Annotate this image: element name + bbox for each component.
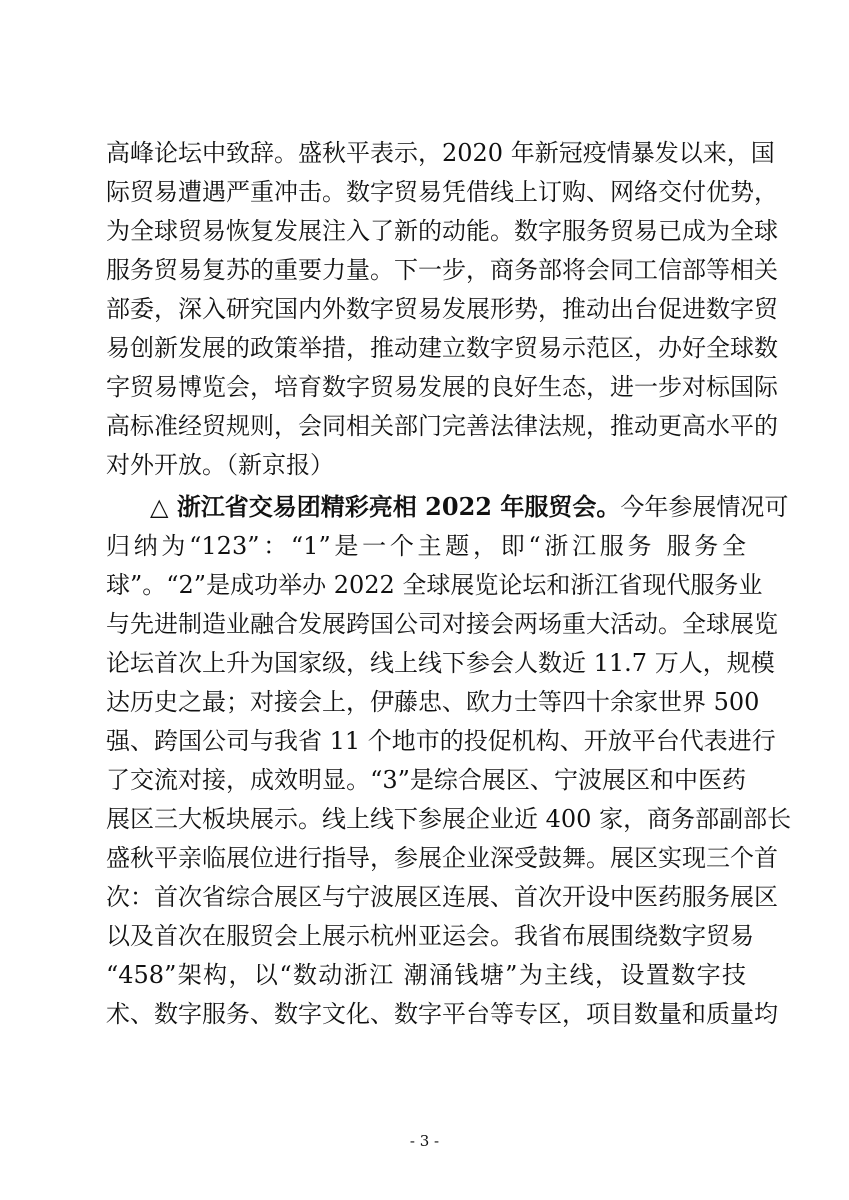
- paragraph2-line-3: 球”。“2”是成功举办 2022 全球展览论坛和浙江省现代服务业: [106, 571, 763, 599]
- section-heading: △ 浙江省交易团精彩亮相 2022 年服贸会。: [150, 492, 621, 521]
- paragraph1-line-7: 字贸易博览会，培育数字贸易发展的良好生态，进一步对标国际: [106, 373, 778, 401]
- paragraph1-line-6: 易创新发展的政策举措，推动建立数字贸易示范区，办好全球数: [106, 334, 778, 362]
- paragraph1-line-2: 际贸易遭遇严重冲击。数字贸易凭借线上订购、网络交付优势，: [106, 178, 778, 206]
- paragraph2-line-12: 以及首次在服贸会上展示杭州亚运会。我省布展围绕数字贸易: [106, 922, 754, 950]
- paragraph2-line-4: 与先进制造业融合发展跨国公司对接会两场重大活动。全球展览: [106, 610, 778, 638]
- paragraph1-line-8: 高标准经贸规则，会同相关部门完善法律法规，推动更高水平的: [106, 412, 778, 440]
- paragraph1-line-9: 对外开放。（新京报）: [106, 451, 334, 479]
- section-heading-continuation: 今年参展情况可: [620, 493, 789, 521]
- paragraph1-line-5: 部委，深入研究国内外数字贸易发展形势，推动出台促进数字贸: [106, 295, 778, 323]
- paragraph2-line-9: 展区三大板块展示。线上线下参展企业近 400 家，商务部副部长: [106, 805, 792, 833]
- paragraph2-line-14: 术、数字服务、数字文化、数字平台等专区，项目数量和质量均: [106, 1000, 778, 1028]
- paragraph2-line-5: 论坛首次上升为国家级，线上线下参会人数近 11.7 万人，规模: [106, 649, 775, 677]
- paragraph2-line-13: “458”架构，以“数动浙江 潮涌钱塘”为主线，设置数字技: [106, 961, 746, 989]
- page-number: - 3 -: [409, 1132, 440, 1150]
- paragraph2-line-2: 归纳为“123”：“1”是一个主题，即“浙江服务 服务全: [106, 532, 746, 560]
- paragraph2-line-11: 次：首次省综合展区与宁波展区连展、首次开设中医药服务展区: [106, 883, 778, 911]
- paragraph1-line-4: 服务贸易复苏的重要力量。下一步，商务部将会同工信部等相关: [106, 256, 778, 284]
- paragraph1-line-1: 高峰论坛中致辞。盛秋平表示，2020 年新冠疫情暴发以来，国: [106, 139, 775, 167]
- paragraph2-line-6: 达历史之最；对接会上，伊藤忠、欧力士等四十余家世界 500: [106, 688, 760, 716]
- paragraph2-line-7: 强、跨国公司与我省 11 个地市的投促机构、开放平台代表进行: [106, 727, 776, 755]
- paragraph2-line-10: 盛秋平亲临展位进行指导，参展企业深受鼓舞。展区实现三个首: [106, 844, 778, 872]
- paragraph2-line-8: 了交流对接，成效明显。“3”是综合展区、宁波展区和中医药: [106, 766, 746, 794]
- paragraph2-line-1: [150, 489, 789, 525]
- paragraph1-line-3: 为全球贸易恢复发展注入了新的动能。数字服务贸易已成为全球: [106, 217, 778, 245]
